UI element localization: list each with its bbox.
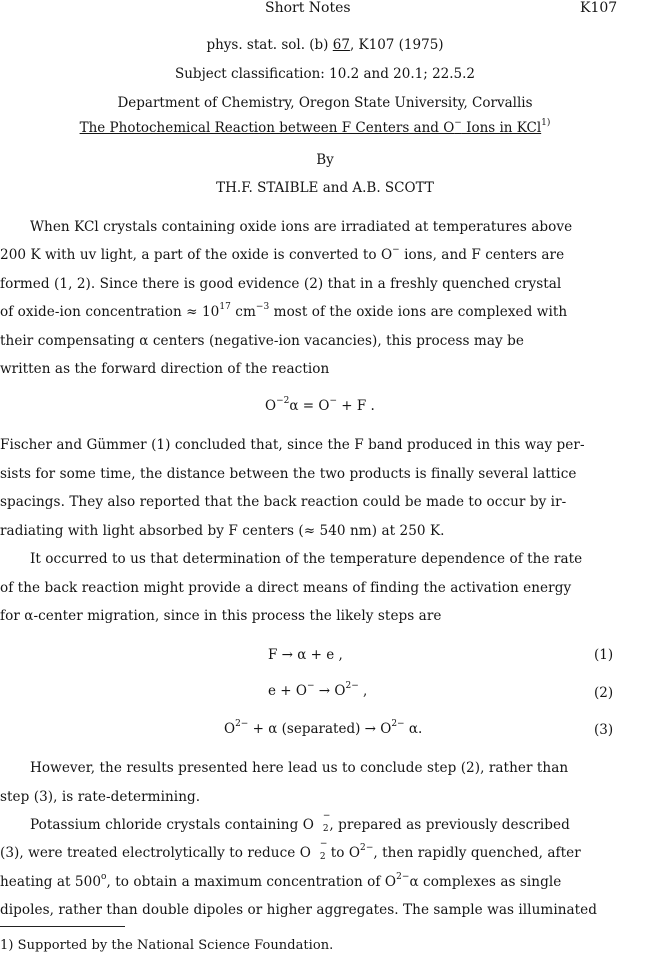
- text-line: for α-center migration, since in this process the likely steps are: [0, 608, 442, 624]
- text-line: It occurred to us that determination of the temperature dependence of the rate: [30, 551, 583, 567]
- footnote-rule: [0, 926, 125, 927]
- equation-1: F → α + e ,: [268, 647, 343, 663]
- text-line: of oxide-ion concentration ≈ $10^{17}$ $cm^{-3}$ most of the oxide ions are complexed with: [0, 302, 568, 320]
- text-line: (3), were treated electrolytically to reduce O − 2 to $O^{2-}$, then rapidly quenched, after: [0, 839, 581, 862]
- text-line: sists for some time, the distance between the two products is finally several lattice: [0, 466, 577, 482]
- equation-main: $O^{-2}\alpha = O^- + F$ .: [265, 396, 375, 414]
- text-line: When KCl crystals containing oxide ions are irradiated at temperatures above: [30, 219, 573, 235]
- equation-2: $e + O^- \to O^{2-}$ ,: [268, 681, 368, 699]
- affiliation: Department of Chemistry, Oregon State University, Corvallis: [117, 95, 533, 111]
- text-line: Potassium chloride crystals containing O − 2 , prepared as previously described: [30, 811, 570, 834]
- text-line: their compensating α centers (negative-ion vacancies), this process may be: [0, 333, 524, 349]
- paper-title: The Photochemical Reaction between F Centers and O− Ions in KCl$^{1)}$: [79, 118, 551, 136]
- running-header-title: Short Notes: [265, 0, 351, 16]
- equation-number-3: (3): [594, 722, 614, 738]
- text-line: step (3), is rate-determining.: [0, 789, 201, 805]
- authors: TH.F. STAIBLE and A.B. SCOTT: [216, 180, 434, 196]
- text-line: of the back reaction might provide a direct means of finding the activation energy: [0, 580, 572, 596]
- text-line: heating at 500$^o$, to obtain a maximum concentration of $O^{2-}\alpha$ complexes as single: [0, 872, 562, 890]
- subject-classification: Subject classification: 10.2 and 20.1; 22.5.2: [174, 66, 476, 82]
- text-line: formed (1, 2). Since there is good evidence (2) that in a freshly quenched crystal: [0, 276, 562, 292]
- citation: phys. stat. sol. (b) 67, K107 (1975): [206, 37, 444, 53]
- equation-3: $O^{2-} + \alpha$ (separated) → $O^{2-}$ α.: [224, 719, 423, 737]
- equation-number-1: (1): [594, 647, 614, 663]
- equation-number-2: (2): [594, 685, 614, 701]
- text-line: written as the forward direction of the reaction: [0, 361, 330, 377]
- page-number: K107: [580, 0, 618, 16]
- text-line: 200 K with uv light, a part of the oxide is converted to O− ions, and F centers are: [0, 245, 565, 263]
- text-line: dipoles, rather than double dipoles or higher aggregates. The sample was illuminated: [0, 902, 598, 918]
- byline: By: [316, 152, 334, 168]
- footnote: 1) Supported by the National Science Foundation.: [0, 938, 334, 953]
- text-line: radiating with light absorbed by F centers (≈ 540 nm) at 250 K.: [0, 523, 445, 539]
- text-line: spacings. They also reported that the back reaction could be made to occur by ir-: [0, 494, 567, 510]
- text-line: Fischer and Gümmer (1) concluded that, since the F band produced in this way per-: [0, 437, 585, 453]
- text-line: However, the results presented here lead us to conclude step (2), rather than: [30, 760, 569, 776]
